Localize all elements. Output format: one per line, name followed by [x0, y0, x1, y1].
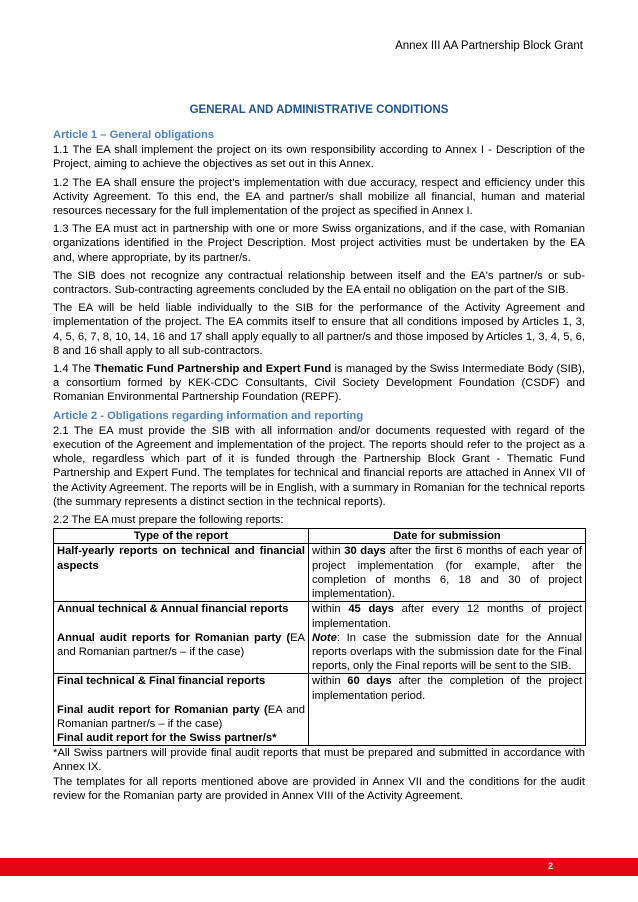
article-2-paragraph: 2.1 The EA must provide the SIB with all information and/or documents requested with regard of the execution of the Agreement and implementation of the project. The reports should refer to the project as a whole, regardless which part of it is funded through the Partnership Block Grant - Thematic Fund Partnership and Expert Fund. The templates for technical and financial reports are attached in Annex VII of the Activity Agreement. The reports will be in English, with a summary in Romanian for the technical reports (the summary represents a distinct section in the technical reports). — [53, 424, 585, 508]
submission-date-cell — [309, 544, 586, 602]
cell-text: Final audit report for Romanian party ( — [57, 703, 268, 716]
cell-text: Final technical & Final financial reports — [57, 675, 266, 688]
submission-date-cell — [309, 602, 586, 674]
column-header: Type of the report — [54, 529, 309, 544]
table-header-row — [54, 529, 586, 544]
deadline: 30 days — [344, 545, 386, 558]
document-body — [53, 128, 585, 803]
cell-text: EA and Romanian partner/s – if the case) — [57, 703, 305, 730]
submission-date-cell — [309, 674, 586, 746]
article-1-paragraph — [53, 362, 585, 405]
article-1-paragraph: 1.3 The EA must act in partnership with one or more Swiss organizations, and if the case, with Romanian organizations identified in the Project Description. Most project activities must be undertaken by the EA and, where appropriate, by its partner/s. — [53, 223, 585, 264]
article-1-heading: Article 1 – General obligations — [53, 129, 215, 141]
post-table-notes — [53, 746, 585, 803]
note-label: Note — [312, 631, 337, 644]
paragraph-text: is managed by the Swiss Intermediate Body (SIB), a consortium formed by KEK-CDC Consultants, Civil Society Development Foundation (CSDF) and Romanian Environmental Partnership Foundation (REPF). — [53, 363, 585, 404]
paragraph-text: 1.4 The — [53, 363, 95, 376]
cell-text: : In case the submission date for the Annual reports overlaps with the submission date for the Final reports, only the Final reports will be sent to the SIB. — [312, 631, 582, 673]
cell-text: after every 12 months of project implementation. — [312, 603, 582, 630]
reports-table — [53, 528, 586, 746]
report-type-cell — [54, 674, 309, 746]
footnote: *All Swiss partners will provide final audit reports that must be prepared and submitted in accordance with Annex IX. — [53, 747, 585, 774]
article-2-heading: Article 2 - Obligations regarding information and reporting — [53, 409, 364, 422]
deadline: 60 days — [347, 675, 392, 688]
table-row — [54, 674, 586, 746]
report-type-cell — [54, 602, 309, 674]
closing-paragraph: The templates for all reports mentioned above are provided in Annex VII and the conditions for the audit review for the Romanian party are provided in Annex VIII of the Activity Agreement. — [53, 775, 585, 802]
cell-text: Annual audit reports for Romanian party ( — [57, 631, 291, 644]
article-1-paragraph: 1.1 The EA shall implement the project on its own responsibility according to Annex I - Description of the Project, aiming to achieve the objectives as set out in this Annex. — [53, 144, 585, 171]
fund-name: Thematic Fund Partnership and Expert Fund — [94, 363, 332, 376]
cell-text: after the completion of the project implementation period. — [312, 675, 582, 702]
cell-text: Annual technical & Annual financial reports — [57, 603, 289, 616]
cell-text: Final audit report for the Swiss partner/s* — [57, 731, 277, 744]
cell-text: within — [312, 675, 348, 688]
page-number: 2 — [547, 861, 553, 871]
deadline: 45 days — [348, 603, 394, 616]
document-title: GENERAL AND ADMINISTRATIVE CONDITIONS — [189, 104, 449, 116]
article-2-paragraph: 2.2 The EA must prepare the following reports: — [53, 514, 284, 527]
table-row — [54, 544, 586, 602]
cell-text: EA and Romanian partner/s – if the case) — [57, 631, 305, 658]
column-header: Date for submission — [309, 529, 586, 544]
page-header: Annex III AA Partnership Block Grant — [395, 40, 583, 52]
article-1-paragraph: The EA will be held liable individually to the SIB for the performance of the Activity Agreement and implementation of the project. The EA commits itself to ensure that all conditions imposed by Articles 1, 3, 4, 5, 6, 7, 8, 10, 14, 16 and 17 shall apply equally to all partner/s and those imposed by Articles 1, 3, 4, 5, 6, 8 and 16 shall apply to all sub-contractors. — [53, 302, 585, 357]
table-row — [54, 602, 586, 674]
article-1-paragraph: 1.2 The EA shall ensure the project’s implementation with due accuracy, respect and efficiency under this Activity Agreement. To this end, the EA and partner/s shall mobilize all financial, human and material resources necessary for the full implementation of the project as specified in Annex I. — [53, 176, 585, 218]
report-type-cell: Half-yearly reports on technical and financial aspects — [54, 544, 309, 602]
cell-text: within — [312, 545, 345, 558]
article-1-paragraph: The SIB does not recognize any contractual relationship between itself and the EA's partner/s or sub-contractors. Sub-contracting agreements concluded by the EA entail no obligation on the part of the SIB. — [53, 269, 585, 297]
cell-text: within — [312, 603, 349, 616]
footer-bar — [0, 858, 638, 876]
cell-text: after the first 6 months of each year of project implementation (for example, after the completion of months 6, 18 and 30 of project implementation). — [312, 545, 582, 601]
